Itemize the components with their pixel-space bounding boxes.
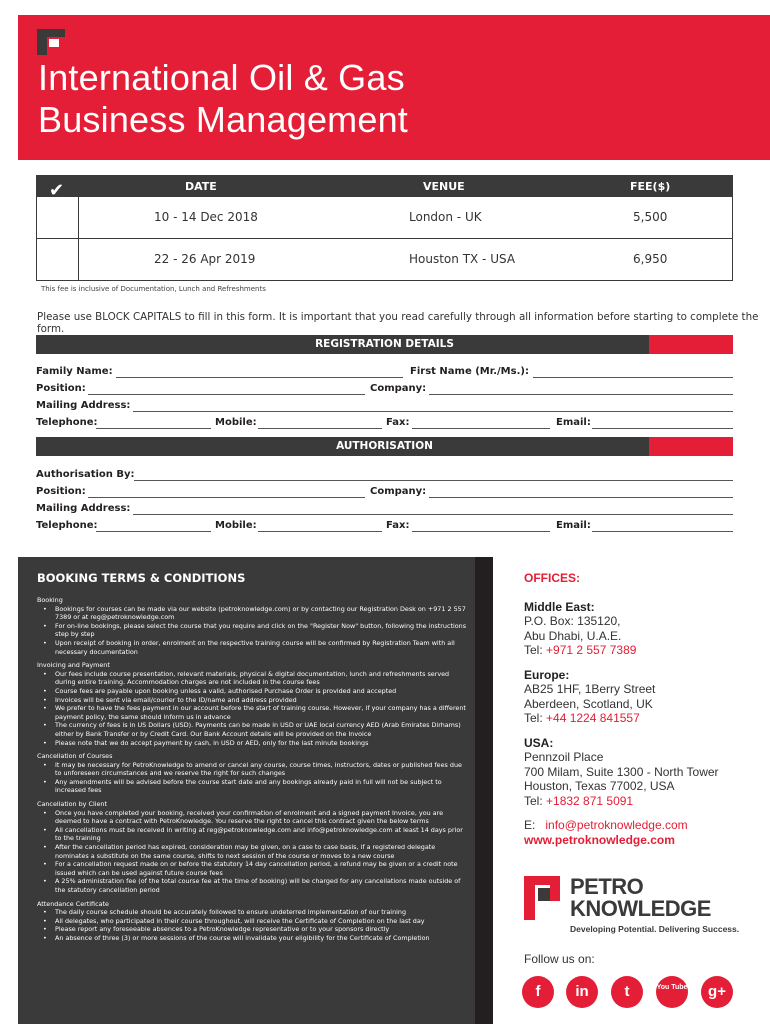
fee-table	[36, 175, 733, 281]
mobile-label: Mobile:	[215, 417, 257, 428]
office-region: Europe:	[524, 667, 570, 682]
terms-item: • After the cancellation period has expired, consideration may be given, on a case to case basis, if a registered delegate nominates a substitute on the same course, shifts to next session of the course or moves to a new course	[37, 843, 467, 860]
heading-accent	[649, 437, 733, 456]
auth-mobile-label: Mobile:	[215, 520, 257, 531]
facebook-icon[interactable]: f	[522, 976, 554, 1008]
office-address-line: AB25 1HF, 1Berry Street	[524, 682, 656, 696]
linkedin-icon[interactable]: in	[566, 976, 598, 1008]
title-line-2: Business Management	[38, 99, 409, 140]
row-fee: 6,950	[633, 252, 668, 266]
terms-body	[37, 596, 467, 943]
fax-field[interactable]	[412, 428, 550, 429]
tel-number[interactable]: +44 1224 841557	[546, 711, 640, 725]
terms-item: • Invoices will be sent via email/courier to the ID/name and address provided	[37, 696, 467, 705]
office-usa	[524, 736, 764, 809]
form-instructions: Please use BLOCK CAPITALS to fill in this form. It is important that you read carefully through all information before starting to complete the form.	[37, 311, 759, 335]
form-row	[36, 417, 733, 433]
terms-section-title: Attendance Certificate	[37, 899, 109, 908]
follow-us-label: Follow us on:	[524, 952, 595, 966]
auth-email-field[interactable]	[592, 531, 733, 532]
offices	[524, 571, 764, 847]
fax-label: Fax:	[386, 417, 410, 428]
check-icon: ✔	[49, 180, 65, 201]
terms-list	[37, 908, 467, 942]
terms-item: • Our fees include course presentation, relevant materials, physical & digital documentation, lunch and refreshments served during entire training. Accommodation charges are not included in the course fees	[37, 670, 467, 687]
row-venue: Houston TX - USA	[409, 252, 516, 266]
brand-name-line: PETRO	[570, 874, 644, 899]
first-name-label: First Name (Mr./Ms.):	[410, 366, 529, 377]
row-checkbox[interactable]	[37, 197, 79, 238]
mailing-address-label: Mailing Address:	[36, 400, 131, 411]
terms-section-title: Cancellation by Client	[37, 800, 107, 809]
office-address-line: 700 Milam, Suite 1300 - North Tower	[524, 764, 719, 779]
email-label: E:	[524, 818, 536, 832]
position-field[interactable]	[88, 394, 365, 395]
authorisation-by-label: Authorisation By:	[36, 469, 135, 480]
website-link[interactable]: www.petroknowledge.com	[524, 832, 675, 847]
office-address-line: Aberdeen, Scotland, UK	[524, 696, 653, 711]
terms-panel-stripe	[475, 557, 493, 1024]
auth-company-field[interactable]	[429, 497, 733, 498]
first-name-field[interactable]	[533, 377, 733, 378]
auth-telephone-label: Telephone:	[36, 520, 98, 531]
office-region: USA:	[524, 735, 554, 750]
header-fee: FEE($)	[630, 180, 671, 193]
office-email	[524, 818, 764, 833]
registration-heading-text: REGISTRATION DETAILS	[315, 338, 454, 350]
auth-company-label: Company:	[370, 486, 427, 497]
terms-item: • Please report any foreseeable absences to a PetroKnowledge representative or to your sponsors directly	[37, 925, 467, 934]
terms-item: • Upon receipt of booking in order, enrolment on the respective training course will be confirmed by Registration Team with all necessary documentation	[37, 639, 467, 656]
petroknowledge-logo-icon	[524, 876, 564, 920]
mailing-address-field[interactable]	[133, 411, 733, 412]
tel-label: Tel:	[524, 643, 547, 657]
tel-number[interactable]: +1832 871 5091	[546, 793, 634, 808]
youtube-icon[interactable]: You Tube	[656, 976, 688, 1008]
office-europe	[524, 668, 764, 726]
company-field[interactable]	[429, 394, 733, 395]
telephone-field[interactable]	[96, 428, 211, 429]
terms-item: • Bookings for courses can be made via our website (petroknowledge.com) or by contacting our Registration Desk on +971 2 557 7389 or at reg@petroknowledge.com	[37, 605, 467, 622]
terms-list	[37, 809, 467, 895]
authorisation-heading	[36, 437, 733, 456]
form-row	[36, 503, 733, 519]
auth-position-field[interactable]	[88, 497, 365, 498]
terms-item: • We prefer to have the fees payment in our account before the start of training course. However, if your company has a different payment policy, the same should inform us in advance	[37, 704, 467, 721]
office-middle-east	[524, 600, 764, 658]
page-title	[38, 57, 408, 141]
terms-list	[37, 670, 467, 747]
row-checkbox[interactable]	[37, 239, 79, 280]
terms-item: • The currency of fees is in US Dollars (USD). Payments can be made in USD or UAE local currency AED (Arab Emirates Dirhams) either by Bank Transfer or by Credit Card. Our Bank Account details will be provided on the Invoice	[37, 721, 467, 738]
terms-item: • The daily course schedule should be accurately followed to ensure undeterred implementation of our training	[37, 908, 467, 917]
auth-fax-label: Fax:	[386, 520, 410, 531]
mobile-field[interactable]	[258, 428, 382, 429]
terms-section-title: Invoicing and Payment	[37, 661, 110, 670]
row-date: 10 - 14 Dec 2018	[154, 210, 258, 224]
row-fee: 5,500	[633, 210, 668, 224]
office-phone	[524, 711, 764, 726]
google-plus-icon[interactable]: g+	[701, 976, 733, 1008]
auth-email-label: Email:	[556, 520, 591, 531]
office-phone	[524, 643, 764, 658]
office-region: Middle East:	[524, 599, 595, 614]
position-label: Position:	[36, 383, 86, 394]
terms-list	[37, 761, 467, 795]
brand-name-line: KNOWLEDGE	[570, 896, 711, 921]
terms-item: • A 25% administration fee (of the total course fee at the time of booking) will be charged for any cancellations made outside of the statutory cancellation period	[37, 877, 467, 894]
terms-section-title: Booking	[37, 596, 63, 604]
terms-section-title: Cancellation of Courses	[37, 752, 113, 761]
auth-telephone-field[interactable]	[96, 531, 211, 532]
row-venue: London - UK	[409, 210, 482, 224]
fee-table-header	[37, 176, 732, 201]
form-row	[36, 383, 733, 399]
email-link[interactable]: info@petroknowledge.com	[545, 818, 688, 832]
email-label: Email:	[556, 417, 591, 428]
terms-item: • Once you have completed your booking, received your confirmation of enrolment and a signed payment Invoice, you are deemed to have a contract with PetroKnowledge. You reserve the right to cancel this contract given the below terms	[37, 809, 467, 826]
terms-item: • Any amendments will be advised before the course start date and any bookings already paid in full will not be subject to increased fees	[37, 778, 467, 795]
office-address-line: Houston, Texas 77002, USA	[524, 779, 675, 793]
tel-number[interactable]: +971 2 557 7389	[546, 643, 637, 657]
family-name-label: Family Name:	[36, 366, 113, 377]
terms-heading: BOOKING TERMS & CONDITIONS	[37, 571, 246, 585]
fee-row	[37, 196, 732, 238]
twitter-icon[interactable]: t	[611, 976, 643, 1008]
brand-name	[570, 876, 711, 920]
brand-tagline: Developing Potential. Delivering Success.	[570, 924, 740, 934]
offices-heading: OFFICES:	[524, 571, 580, 585]
tel-label: Tel:	[524, 711, 547, 725]
row-date: 22 - 26 Apr 2019	[154, 252, 256, 266]
petroknowledge-mark-icon	[37, 29, 65, 55]
fee-note: This fee is inclusive of Documentation, Lunch and Refreshments	[41, 285, 266, 293]
terms-item: • For a cancellation request made on or before the statutory 14 day cancellation period, a refund may be given or a credit note issued which can be used against future course fees	[37, 860, 467, 877]
office-address-line: Abu Dhabi, U.A.E.	[524, 628, 622, 643]
terms-item: • All delegates, who participated in their course throughout, will receive the Certificate of Completion on the last day	[37, 917, 467, 926]
authorisation-by-field[interactable]	[134, 480, 733, 481]
auth-mailing-address-label: Mailing Address:	[36, 503, 131, 514]
email-field[interactable]	[592, 428, 733, 429]
terms-item: • For on-line bookings, please select the course that you require and click on the "Register Now" button, following the instructions step by step	[37, 622, 467, 639]
office-address-line: Pennzoil Place	[524, 750, 604, 764]
auth-mailing-address-field[interactable]	[133, 514, 733, 515]
terms-item: • Course fees are payable upon booking unless a valid, authorised Purchase Order is provided and accepted	[37, 687, 467, 696]
company-label: Company:	[370, 383, 427, 394]
header-date: DATE	[185, 180, 217, 193]
terms-item: • Please note that we do accept payment by cash, in USD or AED, only for the last minute bookings	[37, 739, 467, 748]
terms-item: • All cancellations must be received in writing at reg@petroknowledge.com and info@petroknowledge.com at least 14 days prior to the training	[37, 826, 467, 843]
form-row	[36, 366, 733, 382]
office-address-line: P.O. Box: 135120,	[524, 614, 621, 628]
form-row	[36, 486, 733, 502]
header-venue: VENUE	[423, 180, 465, 193]
form-row	[36, 520, 733, 536]
heading-accent	[649, 335, 733, 354]
header-banner	[18, 15, 770, 160]
auth-fax-field[interactable]	[412, 531, 550, 532]
auth-mobile-field[interactable]	[258, 531, 382, 532]
telephone-label: Telephone:	[36, 417, 98, 428]
terms-list	[37, 605, 467, 657]
authorisation-heading-text: AUTHORISATION	[336, 440, 433, 452]
registration-heading	[36, 335, 733, 354]
petroknowledge-logo	[524, 876, 744, 936]
terms-item: • An absence of three (3) or more sessions of the course will invalidate your eligibility for the Certificate of Completion	[37, 934, 467, 943]
auth-position-label: Position:	[36, 486, 86, 497]
office-phone	[524, 794, 764, 809]
family-name-field[interactable]	[116, 377, 403, 378]
form-row	[36, 469, 733, 485]
tel-label: Tel:	[524, 793, 547, 808]
form-row	[36, 400, 733, 416]
title-line-1: International Oil & Gas	[38, 57, 405, 98]
terms-item: • It may be necessary for PetroKnowledge to amend or cancel any course, course times, instructors, dates or published fees due to unforeseen circumstances and we reserve the right for such changes	[37, 761, 467, 778]
fee-row	[37, 238, 732, 280]
